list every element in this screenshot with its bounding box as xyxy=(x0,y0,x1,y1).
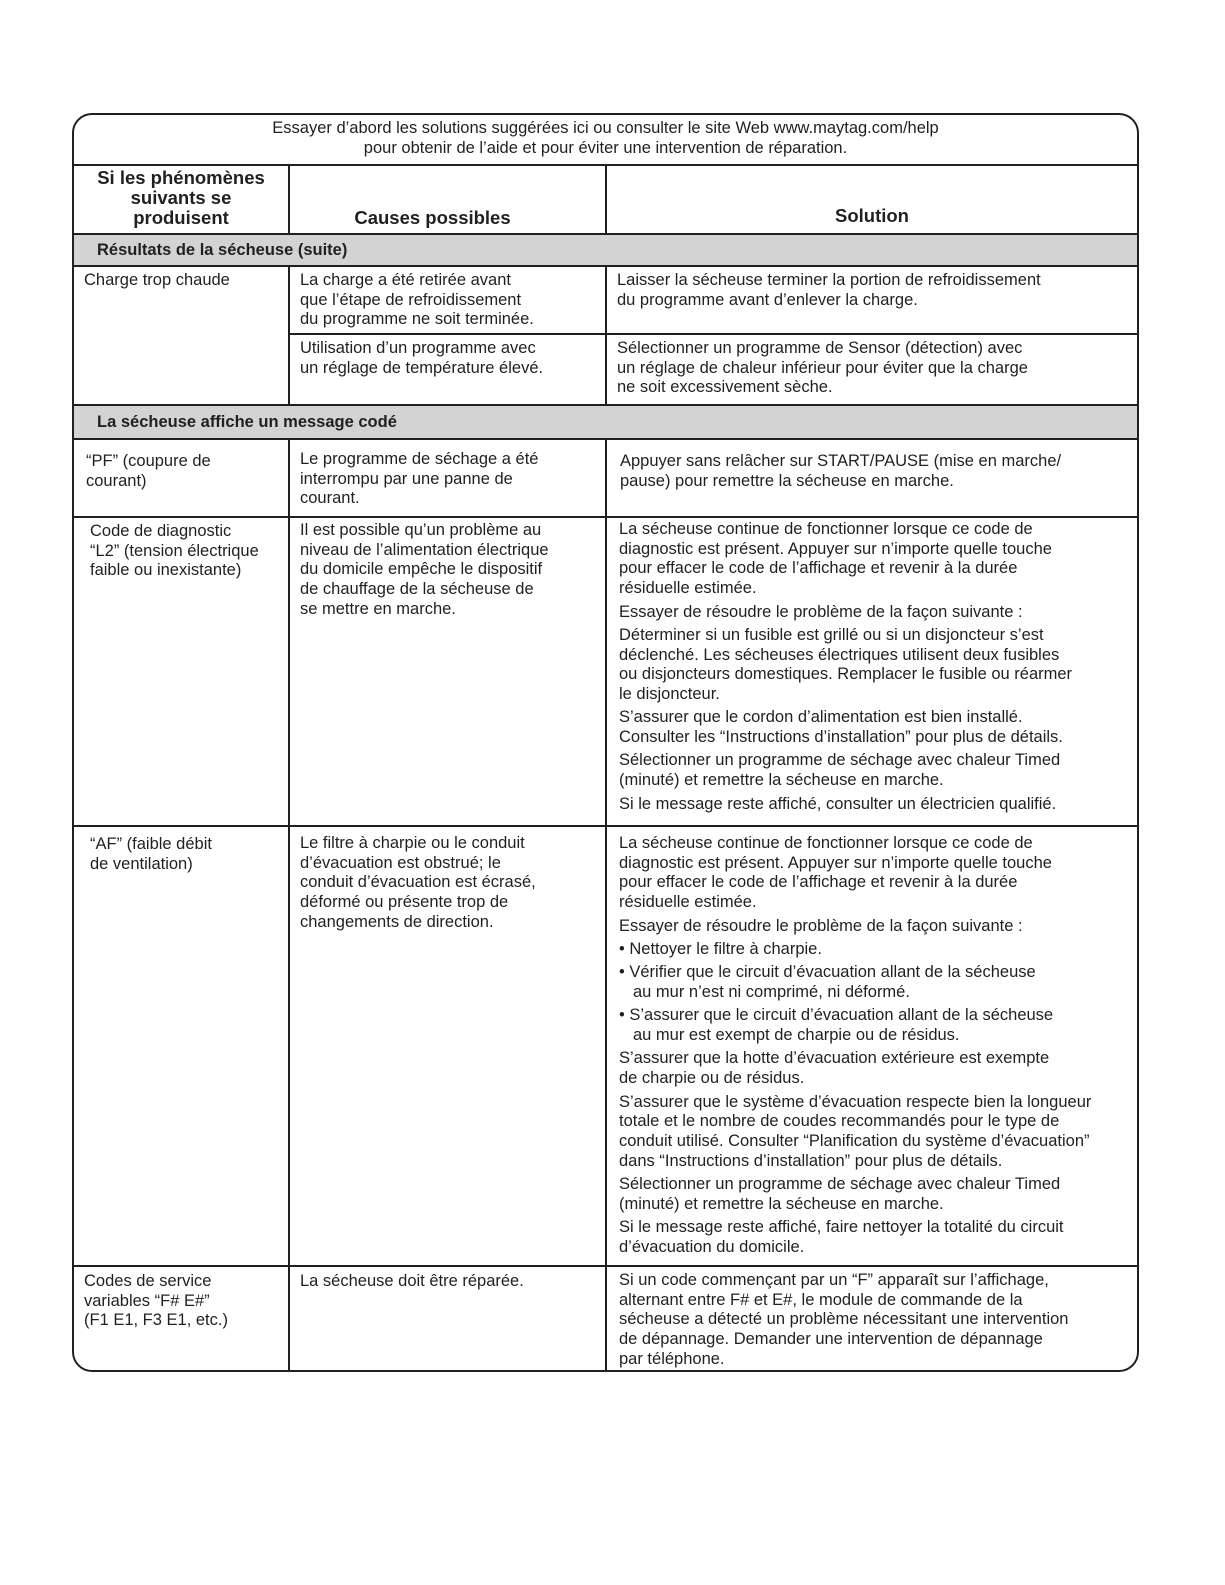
header-problem: Si les phénomènes suivants se produisent xyxy=(97,167,265,228)
cause-cell: Il est possible qu’un problème au niveau de l’alimentation électrique du domicile empêche le dispositif de chauffage de la sécheuse de se mettre en marche. xyxy=(300,521,549,618)
intro-line: pour obtenir de l’aide et pour éviter une intervention de réparation. xyxy=(363,138,848,157)
cause-cell: Le filtre à charpie ou le conduit d’évacuation est obstrué; le conduit d’évacuation est écrasé, déformé ou présente trop de changements de direction. xyxy=(300,834,536,931)
column-rule xyxy=(605,265,607,404)
solution-cell: Sélectionner un programme de Sensor (détection) avec un réglage de chaleur inférieur pour éviter que la charge ne soit excessivement sèche. xyxy=(617,339,1028,397)
solution-paragraph: Déterminer si un fusible est grillé ou si un disjoncteur s’est déclenché. Les sécheuses électriques utilisent deux fusibles ou disjoncteurs domestiques. Remplacer le fusible ou réarmer le disjoncteur. xyxy=(619,625,1073,703)
solution-paragraph: Sélectionner un programme de séchage avec chaleur Timed (minuté) et remettre la sécheuse en marche. xyxy=(619,1175,1061,1213)
column-rule xyxy=(605,438,607,1372)
solution-cell xyxy=(619,520,1072,818)
intro-note xyxy=(74,115,1137,164)
problem-cell: “AF” (faible débit de ventilation) xyxy=(90,835,212,873)
section-title: La sécheuse affiche un message codé xyxy=(74,406,1137,438)
section-title: Résultats de la sécheuse (suite) xyxy=(74,235,1137,265)
solution-cell: Si un code commençant par un “F” apparaît sur l’affichage, alternant entre F# et E#, le module de commande de la sécheuse a détecté un problème nécessitant une intervention de dépannage. Demander une intervention de dépannage par téléphone. xyxy=(619,1271,1069,1368)
solution-paragraph: S’assurer que la hotte d’évacuation extérieure est exempte de charpie ou de résidus. xyxy=(619,1049,1050,1088)
solution-paragraph: Si le message reste affiché, faire nettoyer la totalité du circuit d’évacuation du domicile. xyxy=(619,1218,1064,1256)
problem-cell: Codes de service variables “F# E#” (F1 E1, F3 E1, etc.) xyxy=(84,1272,228,1330)
rule xyxy=(288,333,1137,335)
column-rule xyxy=(288,438,290,1372)
cause-cell: La sécheuse doit être réparée. xyxy=(300,1272,524,1290)
solution-paragraph: Sélectionner un programme de séchage avec chaleur Timed (minuté) et remettre la sécheuse en marche. xyxy=(619,751,1061,790)
solution-bullet: • S’assurer que le circuit d’évacuation allant de la sécheuse au mur est exempt de charpie ou de résidus. xyxy=(619,1006,1054,1045)
header-solution: Solution xyxy=(835,205,909,226)
solution-paragraph: S’assurer que le système d’évacuation respecte bien la longueur totale et le nombre de coudes recommandés pour le type de conduit utilisé. Consulter “Planification du système d’évacuation” dans “Instructions d’installation” pour plus de détails. xyxy=(619,1092,1092,1170)
solution-cell: Laisser la sécheuse terminer la portion de refroidissement du programme avant d’enlever la charge. xyxy=(617,271,1041,309)
solution-paragraph: S’assurer que le cordon d’alimentation est bien installé. Consulter les “Instructions d’installation” pour plus de détails. xyxy=(619,708,1063,747)
column-rule xyxy=(288,265,290,404)
solution-bullet: • Nettoyer le filtre à charpie. xyxy=(619,939,822,958)
cause-cell: Utilisation d’un programme avec un réglage de température élevé. xyxy=(300,339,544,377)
problem-cell: Code de diagnostic “L2” (tension électrique faible ou inexistante) xyxy=(90,522,259,580)
solution-paragraph: Si le message reste affiché, consulter un électricien qualifié. xyxy=(619,794,1057,813)
solution-cell xyxy=(619,834,1091,1261)
cause-cell: La charge a été retirée avant que l’étape de refroidissement du programme ne soit terminée. xyxy=(300,271,534,329)
problem-cell: Charge trop chaude xyxy=(84,271,230,289)
header-causes: Causes possibles xyxy=(354,207,511,228)
solution-paragraph: La sécheuse continue de fonctionner lorsque ce code de diagnostic est présent. Appuyer sur n’importe quelle touche pour effacer le code de l’affichage et revenir à la durée résiduelle estimée. xyxy=(619,834,1052,912)
cause-cell: Le programme de séchage a été interrompu par une panne de courant. xyxy=(300,450,539,508)
intro-line: Essayer d’abord les solutions suggérées ici ou consulter le site Web www.maytag.com/help xyxy=(272,119,939,137)
solution-bullet: • Vérifier que le circuit d’évacuation allant de la sécheuse au mur n’est ni comprimé, ni déformé. xyxy=(619,963,1036,1001)
solution-cell: Appuyer sans relâcher sur START/PAUSE (mise en marche/ pause) pour remettre la sécheuse en marche. xyxy=(620,452,1062,490)
solution-paragraph: La sécheuse continue de fonctionner lorsque ce code de diagnostic est présent. Appuyer sur n’importe quelle touche pour effacer le code de l’affichage et revenir à la durée résiduelle estimée. xyxy=(619,520,1052,598)
solution-paragraph: Essayer de résoudre le problème de la façon suivante : xyxy=(619,602,1023,621)
solution-paragraph: Essayer de résoudre le problème de la façon suivante : xyxy=(619,916,1023,935)
troubleshooting-table xyxy=(72,113,1139,1372)
problem-cell: “PF” (coupure de courant) xyxy=(86,452,211,490)
